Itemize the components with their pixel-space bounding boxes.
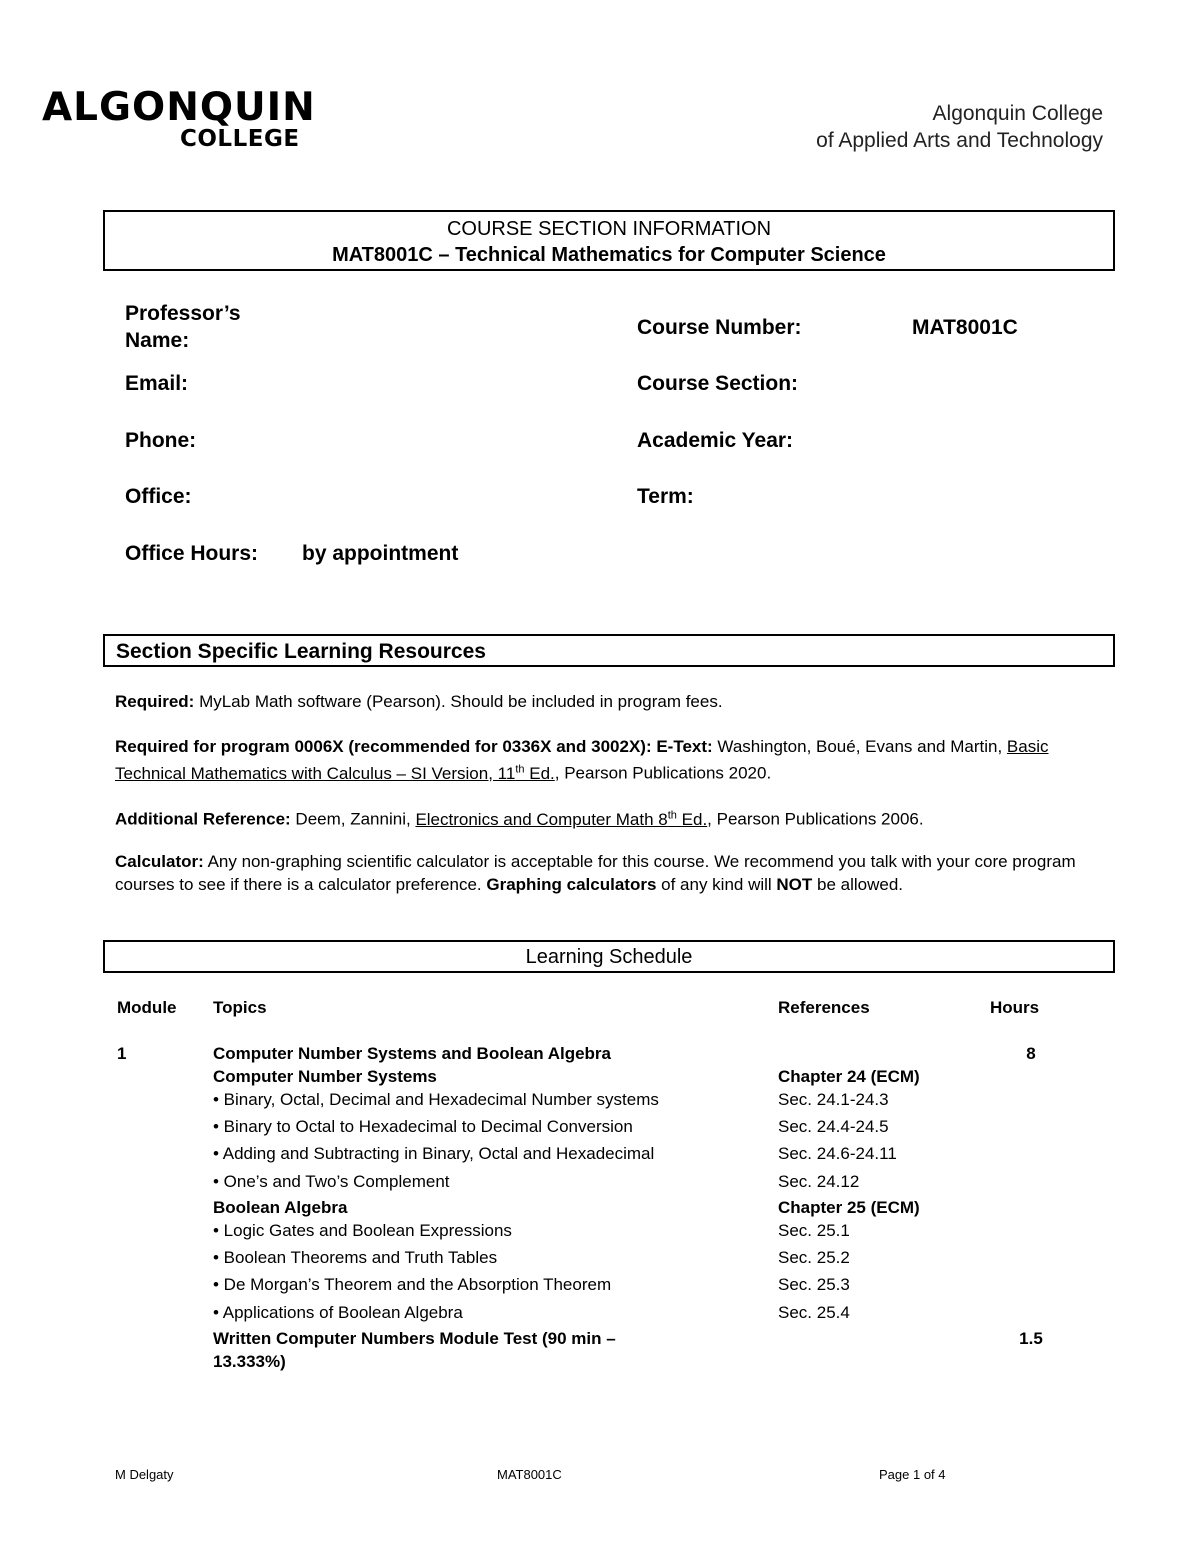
additional-book-title	[415, 810, 707, 829]
calc-bold-1: Graphing calculators	[486, 875, 657, 894]
phone-label: Phone:	[125, 429, 197, 452]
logo-wordmark-bottom: COLLEGE	[180, 126, 300, 152]
program-text-2: , Pearson Publications 2020.	[554, 763, 772, 783]
program-book-sup: th	[515, 763, 525, 775]
course-number-label: Course Number:	[637, 316, 802, 339]
schedule-row-topic: • Boolean Theorems and Truth Tables	[213, 1248, 498, 1267]
schedule-row-hours: 8	[1026, 1044, 1036, 1063]
col-header-topics: Topics	[213, 998, 267, 1017]
email-label: Email:	[125, 372, 189, 395]
schedule-row-topic: • Binary, Octal, Decimal and Hexadecimal Number systems	[213, 1090, 659, 1109]
schedule-row-reference: Sec. 24.4-24.5	[778, 1117, 889, 1136]
col-header-module: Module	[117, 998, 177, 1017]
schedule-row-topic: • Adding and Subtracting in Binary, Octal and Hexadecimal	[213, 1144, 655, 1163]
schedule-row-reference: Chapter 24 (ECM)	[778, 1067, 920, 1086]
footer-course: MAT8001C	[497, 1467, 562, 1482]
additional-label: Additional Reference:	[115, 809, 291, 829]
schedule-row-reference: Sec. 25.4	[778, 1303, 850, 1322]
college-name	[816, 100, 1103, 154]
schedule-row-module: 1	[117, 1044, 127, 1063]
program-label: Required for program 0006X (recommended for 0336X and 3002X): E-Text:	[115, 737, 713, 756]
schedule-row-reference: Sec. 25.2	[778, 1248, 850, 1267]
college-name-line1: Algonquin College	[932, 102, 1103, 125]
professor-label-line2: Name:	[125, 329, 190, 352]
schedule-row-reference: Sec. 24.1-24.3	[778, 1090, 889, 1109]
footer-author: M Delgaty	[115, 1467, 174, 1482]
col-header-references: References	[778, 998, 870, 1017]
professor-label-line1: Professor’s	[125, 302, 241, 325]
schedule-row-hours: 1.5	[1019, 1329, 1043, 1348]
schedule-row-reference: Sec. 24.6-24.11	[778, 1144, 897, 1163]
required-text: MyLab Math software (Pearson). Should be included in program fees.	[194, 692, 723, 711]
office-hours-value: by appointment	[302, 542, 459, 565]
course-title-line2: MAT8001C – Technical Mathematics for Computer Science	[332, 244, 886, 266]
additional-paragraph	[115, 804, 1105, 831]
schedule-row-topic: Boolean Algebra	[213, 1198, 348, 1217]
schedule-heading: Learning Schedule	[103, 940, 1115, 973]
program-book-end: Ed.	[524, 763, 555, 783]
additional-book-sup: th	[667, 809, 677, 821]
schedule-row-reference: Sec. 25.1	[778, 1221, 850, 1240]
calculator-label: Calculator:	[115, 852, 204, 871]
schedule-row-topic: 13.333%)	[213, 1352, 286, 1371]
academic-year-label: Academic Year:	[637, 429, 794, 452]
additional-book-text: Electronics and Computer Math 8	[415, 809, 668, 829]
schedule-row-topic: Computer Number Systems and Boolean Algebra	[213, 1044, 612, 1063]
calc-bold-2: NOT	[776, 875, 813, 894]
calculator-paragraph	[115, 850, 1095, 896]
schedule-row-topic: • De Morgan’s Theorem and the Absorption Theorem	[213, 1275, 612, 1294]
course-title-box	[103, 210, 1115, 271]
schedule-row-topic: • Binary to Octal to Hexadecimal to Decimal Conversion	[213, 1117, 633, 1136]
footer-page-number: Page 1 of 4	[879, 1467, 946, 1482]
additional-text-1: Deem, Zannini,	[290, 809, 416, 829]
schedule-row-topic: • Applications of Boolean Algebra	[213, 1303, 463, 1322]
resources-heading: Section Specific Learning Resources	[103, 634, 1115, 667]
additional-text-2: , Pearson Publications 2006.	[707, 809, 924, 829]
logo-wordmark-top: ALGONQUIN	[42, 85, 316, 130]
schedule-row-topic: Computer Number Systems	[213, 1067, 437, 1086]
course-section-label: Course Section:	[637, 372, 799, 395]
schedule-row-reference: Sec. 25.3	[778, 1275, 850, 1294]
col-header-hours: Hours	[990, 998, 1040, 1017]
college-logo	[42, 85, 316, 158]
schedule-row-topic: • Logic Gates and Boolean Expressions	[213, 1221, 512, 1240]
schedule-row-reference: Sec. 24.12	[778, 1172, 860, 1191]
schedule-row-reference: Chapter 25 (ECM)	[778, 1198, 920, 1217]
office-label: Office:	[125, 485, 192, 508]
program-book-text: Basic Technical Mathematics with Calculus – SI Version, 11	[115, 737, 1049, 783]
calc-text-1: Any non-graphing scientific calculator is acceptable for this course. We recommend you talk with your core program courses to see if there is a calculator preference.	[115, 852, 1076, 894]
program-paragraph	[115, 735, 1105, 785]
required-paragraph	[115, 690, 1105, 713]
schedule-row-topic: Written Computer Numbers Module Test (90 min –	[213, 1329, 616, 1348]
required-label: Required:	[115, 692, 195, 711]
additional-book-end: Ed.	[676, 809, 708, 829]
calc-text-3: be allowed.	[812, 875, 904, 894]
course-title-line1: COURSE SECTION INFORMATION	[446, 218, 772, 240]
professor-name-label	[125, 300, 241, 354]
college-name-line2: of Applied Arts and Technology	[816, 129, 1103, 152]
office-hours-label: Office Hours:	[125, 542, 259, 565]
schedule-row-topic: • One’s and Two’s Complement	[213, 1172, 450, 1191]
course-number-value: MAT8001C	[912, 316, 1018, 339]
term-label: Term:	[637, 485, 694, 508]
calc-text-2: of any kind will	[656, 875, 777, 894]
program-text-1: Washington, Boué, Evans and Martin,	[712, 737, 1007, 756]
